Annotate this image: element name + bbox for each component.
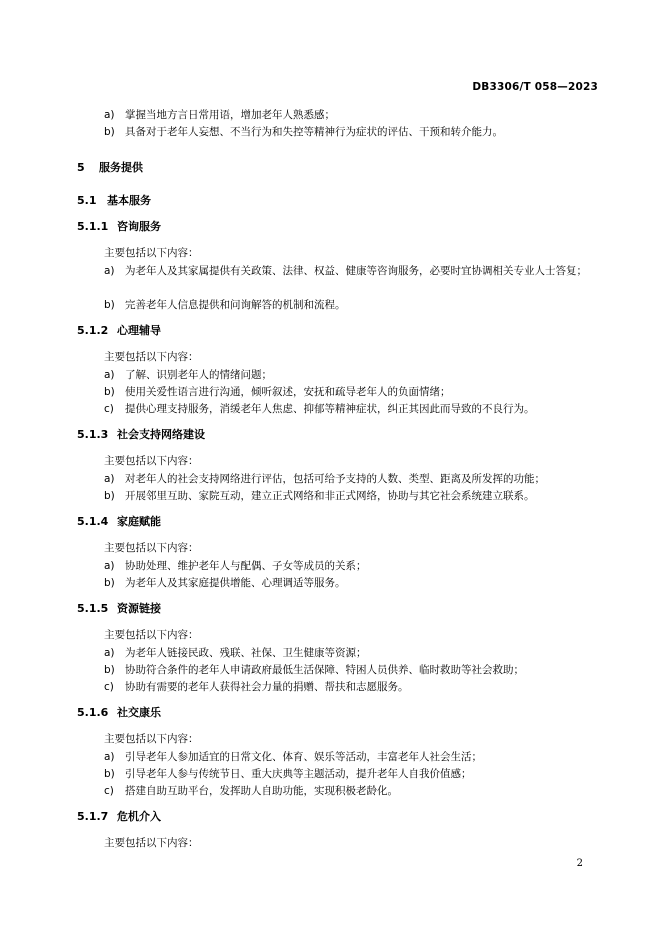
list-text: 提供心理支持服务，消缓老年人焦虑、抑郁等精神症状，纠正其因此而导致的不良行为。 [125, 403, 535, 415]
list-marker: a) [104, 109, 115, 121]
list-item [104, 645, 604, 661]
subsection-heading [77, 193, 151, 209]
list-marker: b) [104, 299, 115, 311]
clause-title: 危机介入 [117, 810, 161, 823]
list-marker: b) [104, 126, 115, 138]
list-marker: b) [104, 664, 115, 676]
list-item [104, 263, 604, 279]
list-item [104, 575, 604, 591]
clause-number: 5.1.1 [77, 220, 109, 233]
intro-text: 主要包括以下内容： [104, 455, 199, 467]
list-text: 了解、识别老年人的情绪问题； [125, 369, 272, 381]
document-code: DB3306/T 058—2023 [472, 81, 598, 93]
list-marker: b) [104, 490, 115, 502]
list-text: 协助有需要的老年人获得社会力量的捐赠、帮扶和志愿服务。 [125, 681, 409, 693]
clause-heading [77, 219, 161, 235]
clause-number: 5.1.2 [77, 324, 109, 337]
list-item [104, 749, 604, 765]
list-text: 为老年人及其家属提供有关政策、法律、权益、健康等咨询服务，必要时宜协调相关专业人士答复； [125, 265, 587, 277]
list-item [104, 384, 604, 400]
clause-number: 5.1.4 [77, 515, 109, 528]
list-text: 为老年人及其家庭提供增能、心理调适等服务。 [125, 577, 346, 589]
clause-title: 心理辅导 [117, 324, 161, 337]
intro-text: 主要包括以下内容： [104, 733, 199, 745]
list-item [104, 471, 604, 487]
list-marker: c) [104, 785, 114, 797]
list-item [104, 766, 604, 782]
list-text: 引导老年人参与传统节日、重大庆典等主题活动，提升老年人自我价值感； [125, 768, 472, 780]
list-marker: a) [104, 369, 115, 381]
intro-text: 主要包括以下内容： [104, 351, 199, 363]
list-marker: a) [104, 560, 115, 572]
page-number: 2 [576, 858, 583, 869]
list-text: 开展邻里互助、家院互动，建立正式网络和非正式网络，协助与其它社会系统建立联系。 [125, 490, 535, 502]
clause-title: 家庭赋能 [117, 515, 161, 528]
clause-heading [77, 705, 161, 721]
list-item [104, 124, 604, 140]
clause-number: 5.1.5 [77, 602, 109, 615]
list-text: 对老年人的社会支持网络进行评估，包括可给予支持的人数、类型、距离及所发挥的功能； [125, 473, 545, 485]
list-marker: a) [104, 647, 115, 659]
list-item [104, 367, 604, 383]
clause-heading [77, 514, 161, 530]
list-marker: b) [104, 577, 115, 589]
clause-title: 社会支持网络建设 [117, 428, 205, 441]
list-marker: a) [104, 751, 115, 763]
list-marker: a) [104, 473, 115, 485]
list-item [104, 679, 604, 695]
clause-number: 5.1.7 [77, 810, 109, 823]
list-text: 搭建自助互助平台，发挥助人自助功能，实现积极老龄化。 [125, 785, 398, 797]
section-number: 5 [77, 161, 85, 174]
clause-number: 5.1.3 [77, 428, 109, 441]
list-item [104, 662, 604, 678]
list-text: 协助处理、维护老年人与配偶、子女等成员的关系； [125, 560, 367, 572]
section-title: 服务提供 [99, 161, 143, 174]
list-item [104, 558, 604, 574]
list-marker: b) [104, 386, 115, 398]
intro-text: 主要包括以下内容： [104, 247, 199, 259]
clause-title: 资源链接 [117, 602, 161, 615]
clause-title: 社交康乐 [117, 706, 161, 719]
list-marker: c) [104, 681, 114, 693]
list-text: 为老年人链接民政、残联、社保、卫生健康等资源； [125, 647, 367, 659]
list-text: 引导老年人参加适宜的日常文化、体育、娱乐等活动，丰富老年人社会生活； [125, 751, 482, 763]
clause-heading [77, 601, 161, 617]
list-item [104, 488, 604, 504]
subsection-number: 5.1 [77, 194, 97, 207]
intro-text: 主要包括以下内容： [104, 629, 199, 641]
clause-heading [77, 427, 205, 443]
intro-text: 主要包括以下内容： [104, 542, 199, 554]
list-marker: c) [104, 403, 114, 415]
list-text: 协助符合条件的老年人申请政府最低生活保障、特困人员供养、临时救助等社会救助； [125, 664, 524, 676]
list-marker: b) [104, 768, 115, 780]
clause-heading [77, 809, 161, 825]
section-heading [77, 160, 143, 176]
list-text: 具备对于老年人妄想、不当行为和失控等精神行为症状的评估、干预和转介能力。 [125, 126, 503, 138]
clause-heading [77, 323, 161, 339]
list-item [104, 107, 604, 123]
list-item [104, 297, 604, 313]
list-item [104, 401, 604, 417]
list-text: 使用关爱性语言进行沟通，倾听叙述，安抚和疏导老年人的负面情绪； [125, 386, 451, 398]
subsection-title: 基本服务 [107, 194, 151, 207]
clause-number: 5.1.6 [77, 706, 109, 719]
intro-text: 主要包括以下内容： [104, 837, 199, 849]
clause-title: 咨询服务 [117, 220, 161, 233]
list-text: 完善老年人信息提供和问询解答的机制和流程。 [125, 299, 346, 311]
list-text: 掌握当地方言日常用语，增加老年人熟悉感； [125, 109, 335, 121]
list-marker: a) [104, 265, 115, 277]
list-item [104, 783, 604, 799]
